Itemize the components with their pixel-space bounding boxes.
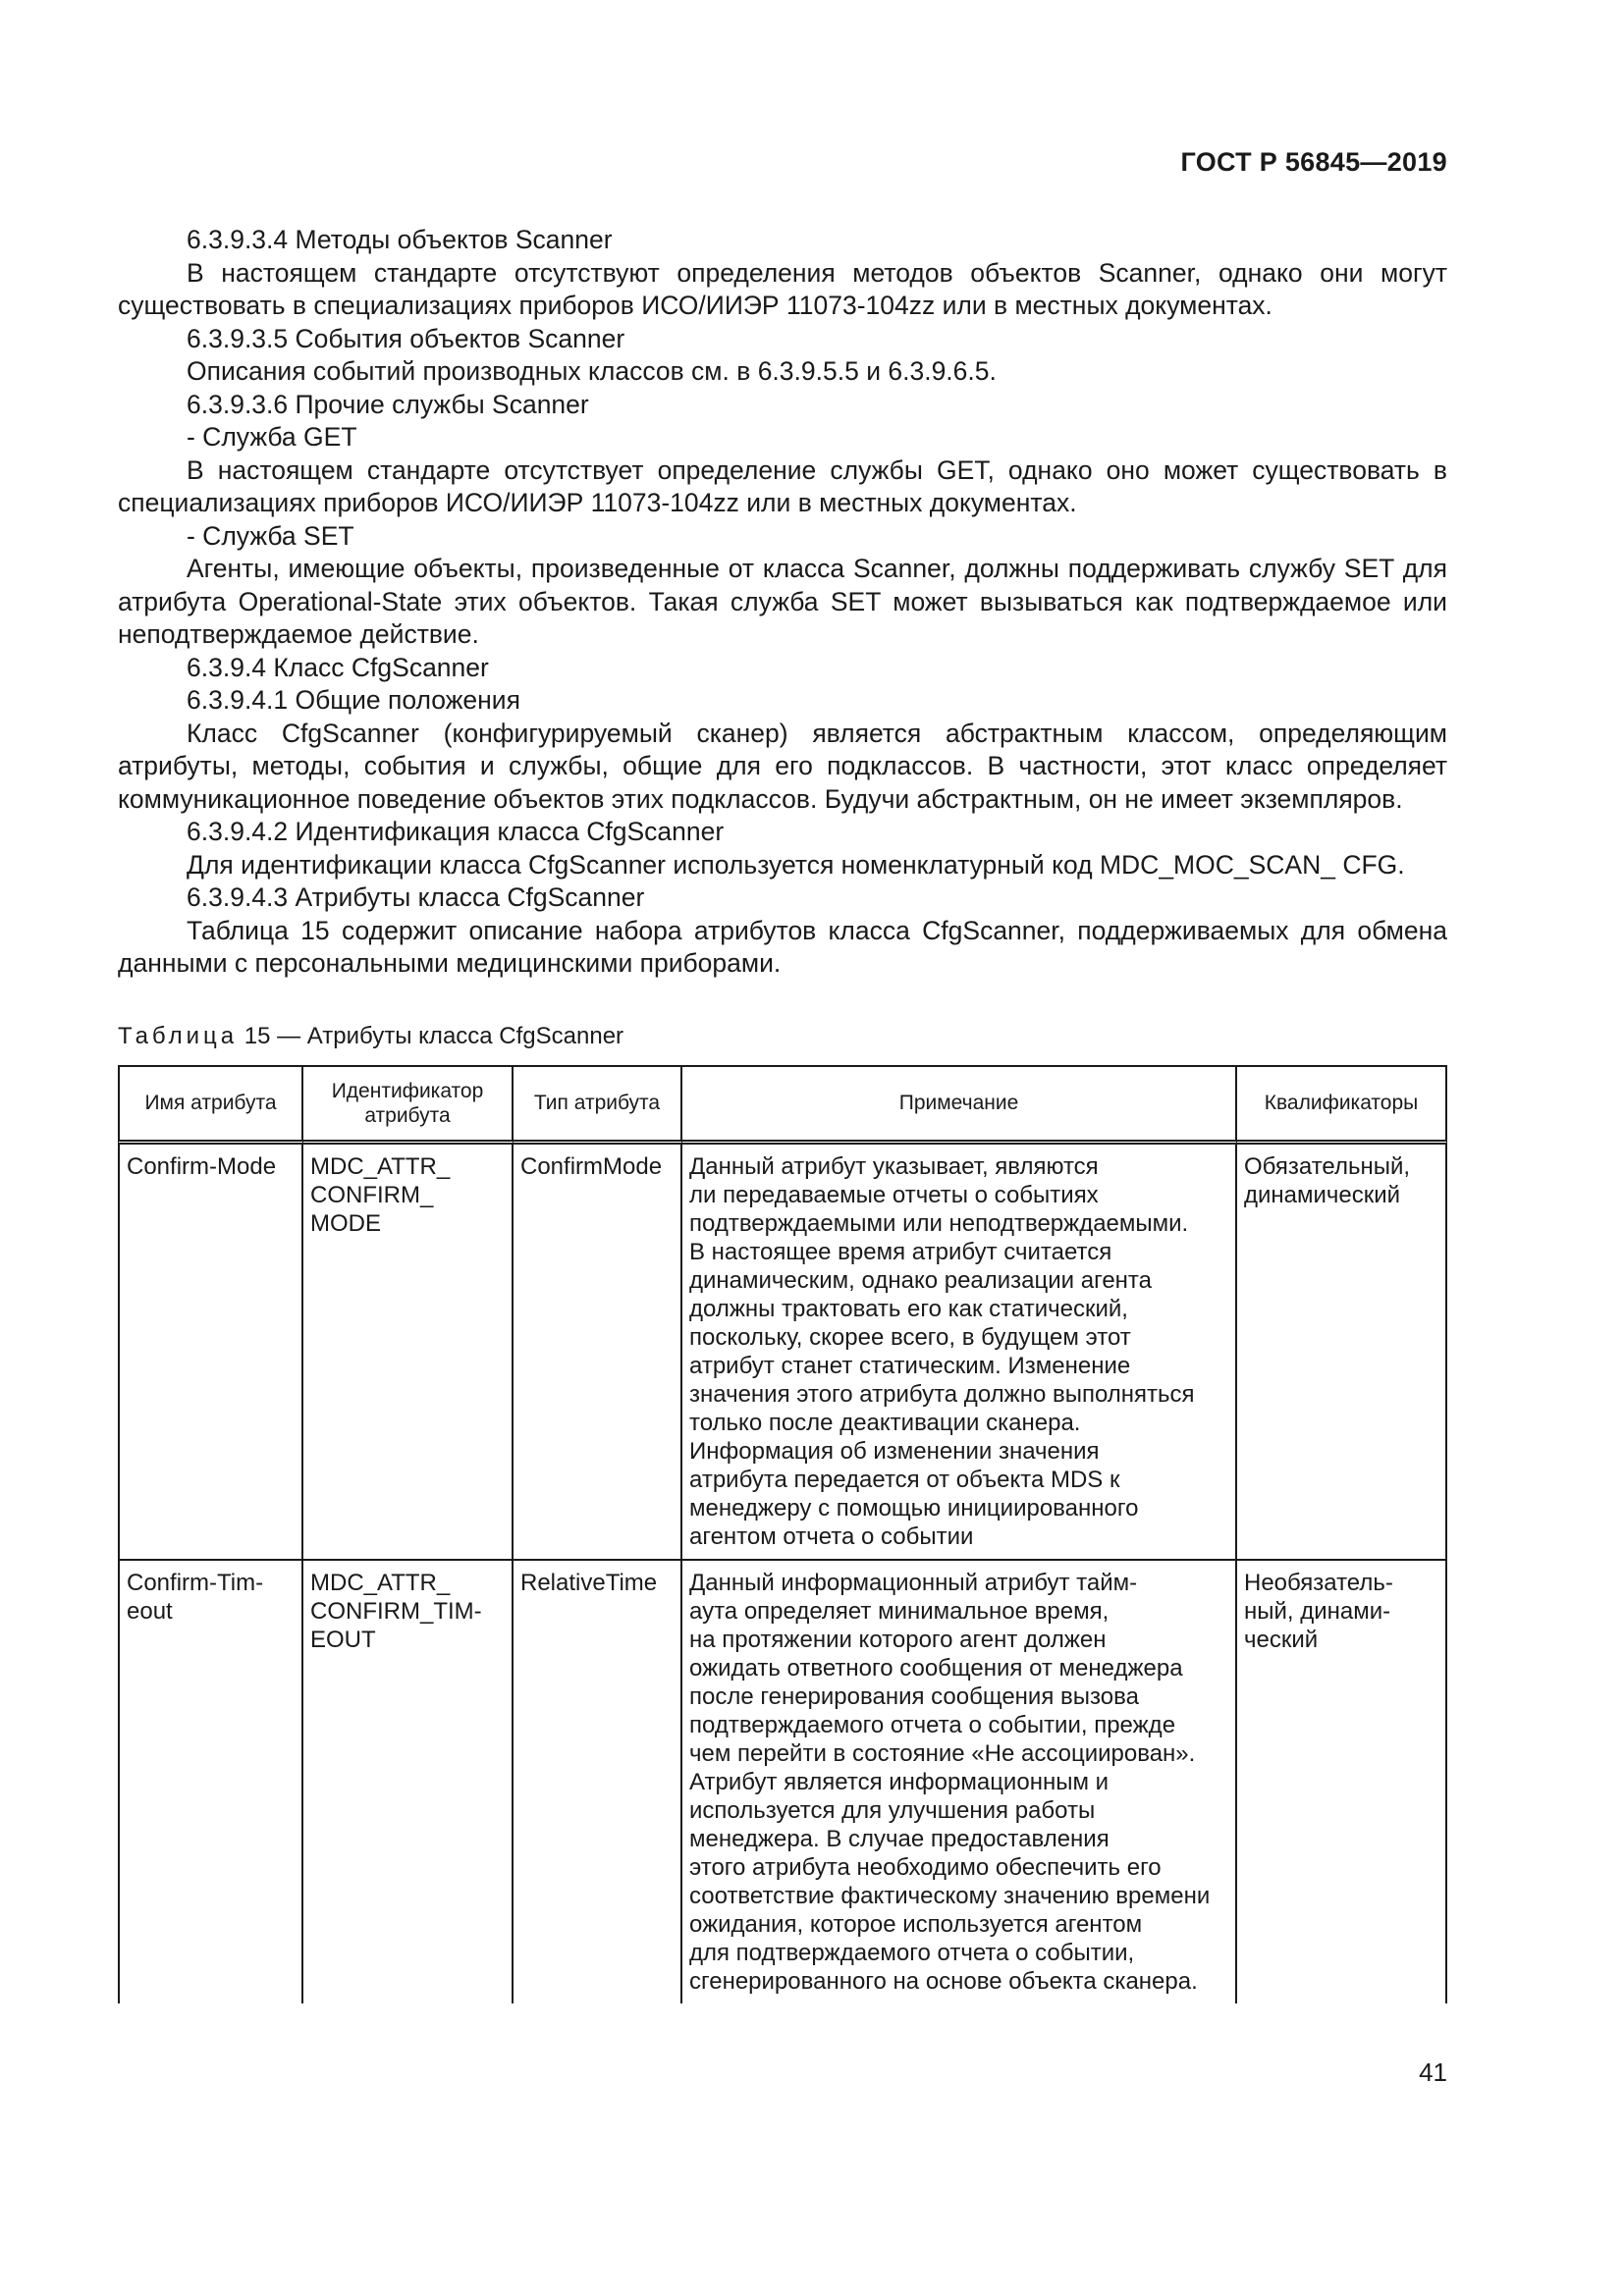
cell-text-line: Атрибут является информационным и xyxy=(689,1768,1110,1795)
page-number: 41 xyxy=(1419,2057,1447,2087)
paragraph: Класс CfgScanner (конфигурируемый сканер) является абстрактным классом, определяющим атрибуты, методы, события и службы, общие для его подклассов. В частности, этот класс определяет коммуникационное поведение объектов этих подклассов. Будучи абстрактным, он не имеет экземпляров. xyxy=(118,718,1447,814)
cell-attribute-id xyxy=(303,1145,514,1561)
cell-attribute-type xyxy=(514,1561,682,2003)
cell-text-line: атрибут станет статическим. Изменение xyxy=(689,1352,1131,1379)
body-text xyxy=(118,224,1447,981)
table-caption-text: 15 — Атрибуты класса CfgScanner xyxy=(238,1022,624,1049)
paragraph: 6.3.9.3.4 Методы объектов Scanner xyxy=(187,225,613,254)
cell-text-line: Информация об изменении значения xyxy=(689,1437,1100,1465)
cell-note xyxy=(682,1561,1237,2003)
header-qualifiers: Квалификаторы xyxy=(1237,1065,1447,1145)
cell-text-line: ный, динами- xyxy=(1244,1597,1391,1625)
cell-text-line: MDC_ATTR_ xyxy=(310,1569,451,1596)
cell-text-line: только после деактивации сканера. xyxy=(689,1409,1081,1436)
cell-text-line: ConfirmMode xyxy=(520,1152,663,1180)
cell-text-line: сгенерированного на основе объекта сканера. xyxy=(689,1967,1198,1995)
cell-text-line: поскольку, скорее всего, в будущем этот xyxy=(689,1323,1131,1351)
cell-text-line: Данный информационный атрибут тайм- xyxy=(689,1569,1138,1596)
cell-text-line: Необязатель- xyxy=(1244,1569,1393,1596)
cell-text-line: используется для улучшения работы xyxy=(689,1796,1096,1824)
cell-text-line: Обязательный, xyxy=(1244,1152,1411,1180)
cell-text-line: на протяжении которого агент должен xyxy=(689,1626,1107,1653)
cell-text-line: менеджеру с помощью инициированного xyxy=(689,1494,1139,1522)
cell-text-line: соответствие фактическому значению времени xyxy=(689,1882,1211,1909)
cell-attribute-name xyxy=(118,1561,303,2003)
cell-text-line: значения этого атрибута должно выполняться xyxy=(689,1380,1195,1408)
document-header: ГОСТ Р 56845—2019 xyxy=(1180,147,1447,177)
cell-text-line: агентом отчета о событии xyxy=(689,1522,974,1550)
header-attribute-type: Тип атрибута xyxy=(514,1065,682,1145)
table-caption-label: Таблица xyxy=(118,1022,239,1049)
paragraph: - Служба SET xyxy=(187,520,354,551)
paragraph: В настоящем стандарте отсутствуют определения методов объектов Scanner, однако они могут существовать в специализациях приборов ИСО/ИИЭР 11073-104zz или в местных документах. xyxy=(118,257,1447,320)
cell-note xyxy=(682,1145,1237,1561)
cell-text-line: после генерирования сообщения вызова xyxy=(689,1682,1139,1710)
cell-text-line: динамический xyxy=(1244,1181,1401,1208)
cell-text-line: чем перейти в состояние «Не ассоциирован». xyxy=(689,1739,1196,1767)
paragraph: Агенты, имеющие объекты, произведенные от класса Scanner, должны поддерживать службу SET для атрибута Operational-State этих объектов. Такая служба SET может вызываться как подтверждаемое или неподтверждаемое действие. xyxy=(118,554,1447,649)
cell-text-line: этого атрибута необходимо обеспечить его xyxy=(689,1853,1162,1881)
paragraph: 6.3.9.3.5 События объектов Scanner xyxy=(187,323,625,353)
cell-text-line: ли передаваемые отчеты о событиях xyxy=(689,1181,1099,1208)
cell-qualifiers xyxy=(1237,1145,1447,1561)
cell-text-line: MDC_ATTR_ xyxy=(310,1152,451,1180)
page-content xyxy=(118,224,1447,2003)
table-row xyxy=(118,1561,1447,2003)
table-body xyxy=(118,1145,1447,2003)
paragraph: Описания событий производных классов см. в 6.3.9.5.5 и 6.3.9.6.5. xyxy=(187,356,997,386)
cell-text-line: менеджера. В случае предоставления xyxy=(689,1825,1110,1852)
cell-text-line: подтверждаемыми или неподтверждаемыми. xyxy=(689,1209,1189,1237)
header-note: Примечание xyxy=(682,1065,1237,1145)
cell-text-line: для подтверждаемого отчета о событии, xyxy=(689,1939,1135,1966)
table-caption xyxy=(118,1022,1447,1051)
header-attribute-id: Идентификатор атрибута xyxy=(303,1065,514,1145)
cell-text-line: атрибута передается от объекта MDS к xyxy=(689,1466,1120,1493)
paragraph: - Служба GET xyxy=(187,422,357,452)
cell-text-line: Confirm-Mode xyxy=(127,1152,277,1180)
cell-text-line: динамическим, однако реализации агента xyxy=(689,1266,1152,1294)
cell-qualifiers xyxy=(1237,1561,1447,2003)
attributes-table xyxy=(118,1065,1447,2003)
cell-text-line: CONFIRM_TIM- xyxy=(310,1597,482,1625)
cell-text-line: CONFIRM_ xyxy=(310,1181,434,1208)
cell-text-line: В настоящее время атрибут считается xyxy=(689,1238,1112,1265)
cell-text-line: EOUT xyxy=(310,1626,376,1653)
cell-text-line: eout xyxy=(127,1597,173,1625)
paragraph: Для идентификации класса CfgScanner используется номенклатурный код MDC_MOC_SCAN_ CFG. xyxy=(187,849,1405,880)
paragraph: 6.3.9.4.3 Атрибуты класса CfgScanner xyxy=(187,882,645,912)
cell-attribute-type xyxy=(514,1145,682,1561)
cell-text-line: Confirm-Tim- xyxy=(127,1569,264,1596)
paragraph: Таблица 15 содержит описание набора атрибутов класса CfgScanner, поддерживаемых для обмена данными с персональными медицинскими приборами. xyxy=(118,915,1447,978)
table-header-row xyxy=(118,1065,1447,1145)
paragraph: 6.3.9.4.2 Идентификация класса CfgScanner xyxy=(187,817,725,846)
cell-text-line: MODE xyxy=(310,1209,381,1237)
cell-text-line: ожидать ответного сообщения от менеджера xyxy=(689,1654,1183,1682)
cell-text-line: ожидания, которое используется агентом xyxy=(689,1910,1143,1938)
paragraph: 6.3.9.4.1 Общие положения xyxy=(187,685,520,715)
header-attribute-name: Имя атрибута xyxy=(118,1065,303,1145)
cell-attribute-name xyxy=(118,1145,303,1561)
cell-text-line: подтверждаемого отчета о событии, прежде xyxy=(689,1711,1176,1738)
cell-text-line: ческий xyxy=(1244,1626,1319,1653)
paragraph: В настоящем стандарте отсутствует определение службы GET, однако оно может существовать в специализациях приборов ИСО/ИИЭР 11073-104zz или в местных документах. xyxy=(118,454,1447,517)
cell-text-line: аута определяет минимальное время, xyxy=(689,1597,1110,1625)
paragraph: 6.3.9.3.6 Прочие службы Scanner xyxy=(187,389,589,419)
cell-text-line: должны трактовать его как статический, xyxy=(689,1295,1128,1322)
cell-text-line: RelativeTime xyxy=(520,1569,658,1596)
cell-attribute-id xyxy=(303,1561,514,2003)
paragraph: 6.3.9.4 Класс CfgScanner xyxy=(187,652,489,682)
cell-text-line: Данный атрибут указывает, являются xyxy=(689,1152,1099,1180)
table-row xyxy=(118,1145,1447,1561)
